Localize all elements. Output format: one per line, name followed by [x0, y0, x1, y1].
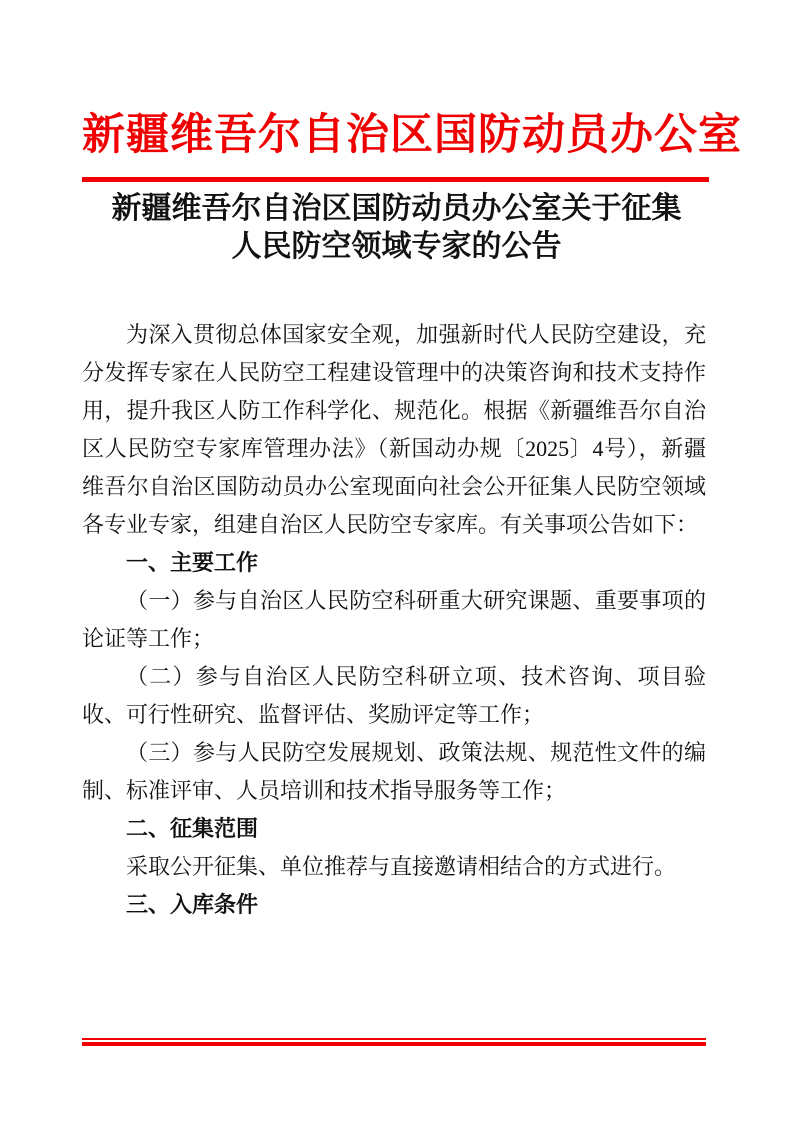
document-title-line-1: 新疆维吾尔自治区国防动员办公室关于征集 [111, 192, 682, 225]
letterhead-red-rule [82, 177, 709, 182]
section-1-item-1: （一）参与自治区人民防空科研重大研究课题、重要事项的论证等工作； [82, 588, 706, 651]
section-heading-2-collection-scope: 二、征集范围 [126, 816, 259, 841]
section-heading-3-admission-conditions: 三、入库条件 [126, 892, 259, 917]
footer-rule-thick-line [82, 1042, 706, 1046]
section-1-item-2: （二）参与自治区人民防空科研立项、技术咨询、项目验收、可行性研究、监督评估、奖励评定等工作； [82, 664, 706, 727]
document-title-line-2: 人民防空领域专家的公告 [231, 230, 562, 263]
section-heading-1-main-tasks: 一、主要工作 [126, 550, 259, 575]
document-title [82, 190, 711, 266]
intro-paragraph: 为深入贯彻总体国家安全观，加强新时代人民防空建设，充分发挥专家在人民防空工程建设管理中的决策咨询和技术支持作用，提升我区人防工作科学化、规范化。根据《新疆维吾尔自治区人民防空专家库管理办法》（新国动办规〔2025〕4号），新疆维吾尔自治区国防动员办公室现面向社会公开征集人民防空领域各专业专家，组建自治区人民防空专家库。有关事项公告如下： [82, 322, 706, 537]
footer-double-red-rule [82, 1038, 706, 1046]
section-2-paragraph-1: 采取公开征集、单位推荐与直接邀请相结合的方式进行。 [126, 854, 677, 879]
section-1-item-3: （三）参与人民防空发展规划、政策法规、规范性文件的编制、标准评审、人员培训和技术指导服务等工作； [82, 740, 706, 803]
letterhead-title: 新疆维吾尔自治区国防动员办公室 [82, 112, 742, 159]
document-body [82, 316, 706, 924]
